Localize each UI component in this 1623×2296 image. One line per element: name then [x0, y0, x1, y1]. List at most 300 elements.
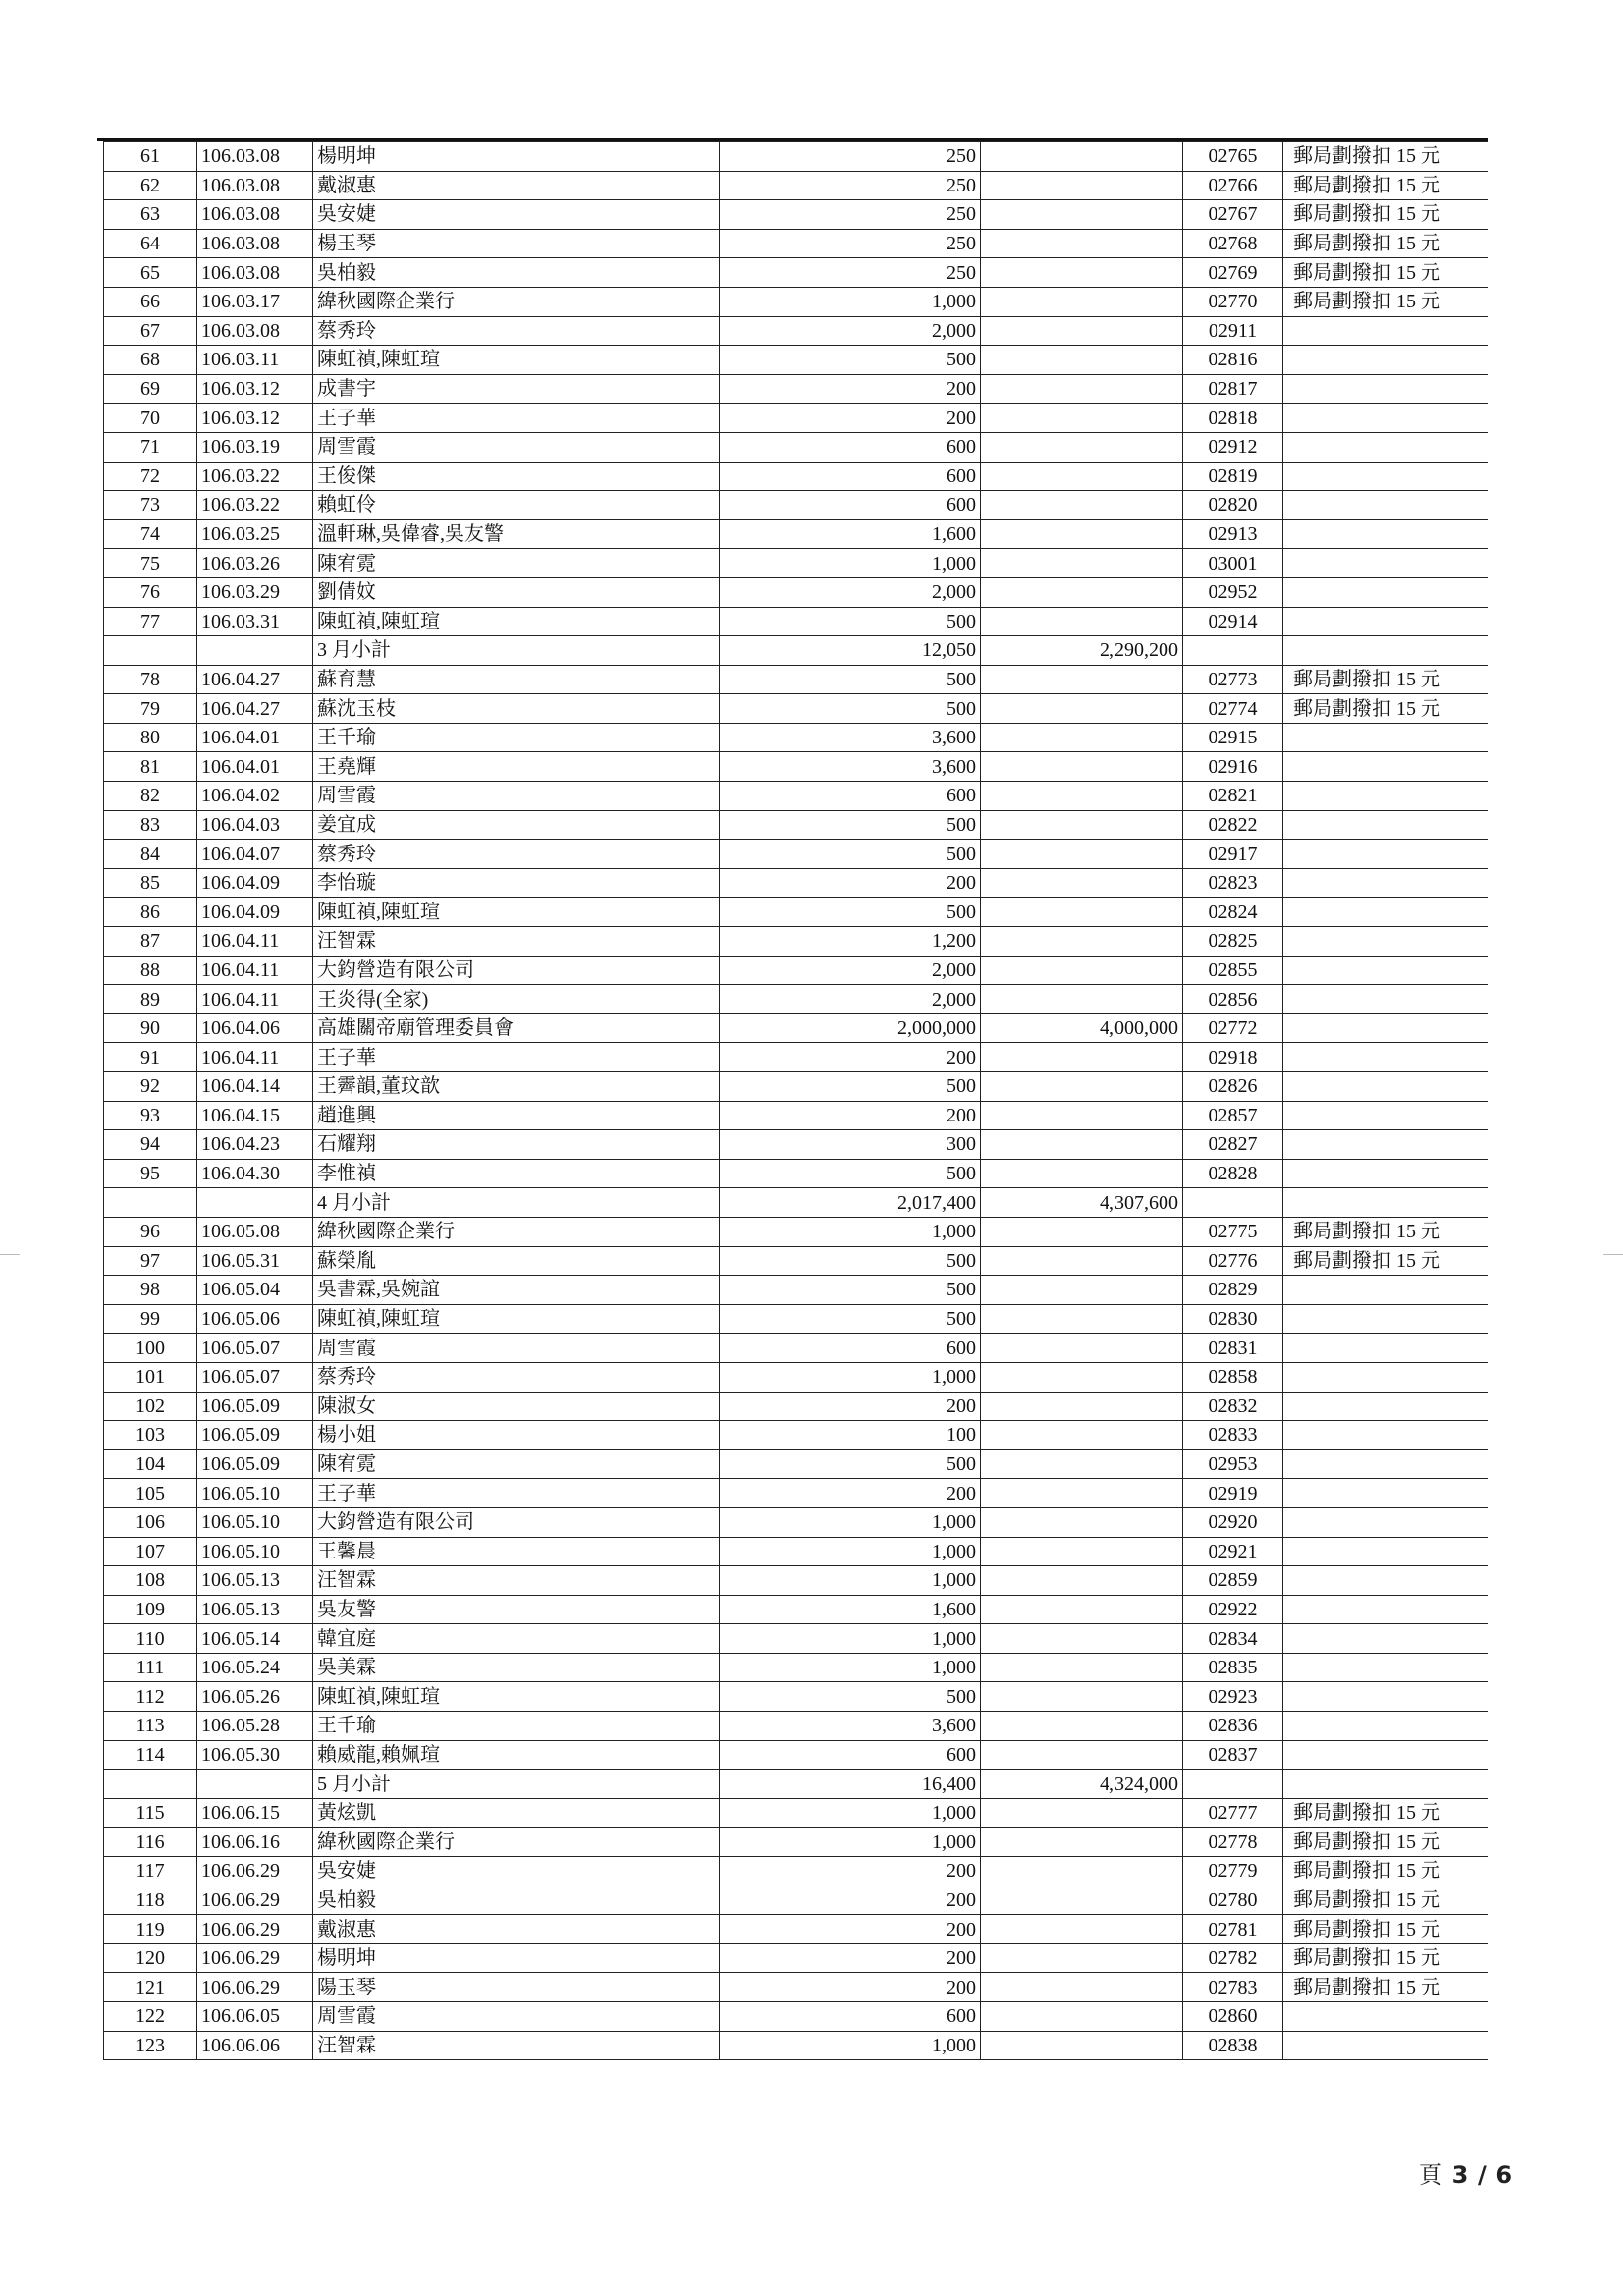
receipt-number: 02857: [1183, 1101, 1283, 1130]
donation-amount: 200: [720, 404, 981, 433]
row-date: 106.05.31: [197, 1246, 313, 1276]
donation-amount: 2,000,000: [720, 1013, 981, 1043]
row-date: 106.03.08: [197, 316, 313, 346]
donation-amount: 1,000: [720, 1537, 981, 1566]
row-note: [1283, 549, 1488, 578]
row-date: 106.03.22: [197, 462, 313, 491]
row-number: 101: [104, 1362, 197, 1392]
cumulative-total: [981, 1449, 1183, 1479]
donation-ledger-sheet: [103, 141, 1488, 2060]
row-note: [1283, 1566, 1488, 1596]
donor-name: 石耀翔: [313, 1130, 720, 1160]
receipt-number: 02918: [1183, 1043, 1283, 1072]
donation-amount: 500: [720, 1304, 981, 1334]
donor-name: 楊小姐: [313, 1421, 720, 1450]
cumulative-total: [981, 1072, 1183, 1102]
row-date: 106.06.05: [197, 2002, 313, 2032]
cumulative-total: [981, 1130, 1183, 1160]
row-note: [1283, 1653, 1488, 1682]
table-row: [104, 1159, 1488, 1188]
donor-name: 陽玉琴: [313, 1973, 720, 2002]
donation-amount: 3,600: [720, 1712, 981, 1741]
row-number: 66: [104, 287, 197, 316]
cumulative-total: [981, 1537, 1183, 1566]
cumulative-total: [981, 1362, 1183, 1392]
cumulative-total: [981, 1566, 1183, 1596]
cumulative-total: [981, 1276, 1183, 1305]
row-number: 98: [104, 1276, 197, 1305]
row-note: 郵局劃撥扣 15 元: [1283, 1798, 1488, 1828]
cumulative-total: [981, 665, 1183, 694]
donor-name: 汪智霖: [313, 2031, 720, 2060]
receipt-number: 02837: [1183, 1740, 1283, 1770]
table-row: [104, 462, 1488, 491]
donor-name: 楊玉琴: [313, 229, 720, 258]
table-row: [104, 1334, 1488, 1363]
donation-amount: 200: [720, 1943, 981, 1973]
row-note: [1283, 607, 1488, 636]
cumulative-total: [981, 316, 1183, 346]
donation-amount: 600: [720, 462, 981, 491]
donation-amount: 500: [720, 1276, 981, 1305]
receipt-number: 02914: [1183, 607, 1283, 636]
donation-amount: 200: [720, 868, 981, 898]
row-date: 106.06.29: [197, 1973, 313, 2002]
donation-amount: 600: [720, 1740, 981, 1770]
row-note: 郵局劃撥扣 15 元: [1283, 171, 1488, 200]
cumulative-total: [981, 1101, 1183, 1130]
row-number: 116: [104, 1828, 197, 1857]
row-date: 106.04.30: [197, 1159, 313, 1188]
table-row: [104, 1449, 1488, 1479]
row-date: 106.04.11: [197, 1043, 313, 1072]
donor-name: 王俊傑: [313, 462, 720, 491]
receipt-number: 02777: [1183, 1798, 1283, 1828]
cumulative-total: [981, 723, 1183, 752]
row-note: 郵局劃撥扣 15 元: [1283, 665, 1488, 694]
donation-amount: 300: [720, 1130, 981, 1160]
receipt-number: 02915: [1183, 723, 1283, 752]
donation-amount: 200: [720, 1479, 981, 1508]
row-number: 75: [104, 549, 197, 578]
row-note: [1283, 1682, 1488, 1712]
receipt-number: 02766: [1183, 171, 1283, 200]
receipt-number: 02834: [1183, 1624, 1283, 1654]
donor-name: 汪智霖: [313, 927, 720, 957]
receipt-number: 02919: [1183, 1479, 1283, 1508]
row-date: 106.05.10: [197, 1537, 313, 1566]
row-note: [1283, 2031, 1488, 2060]
row-date: 106.03.12: [197, 404, 313, 433]
donor-name: 周雪霞: [313, 782, 720, 811]
row-number: 62: [104, 171, 197, 200]
table-row: [104, 1101, 1488, 1130]
donation-amount: 1,000: [720, 2031, 981, 2060]
donation-amount: 500: [720, 1072, 981, 1102]
row-date: 106.06.29: [197, 1857, 313, 1886]
cumulative-total: [981, 346, 1183, 375]
donor-name: 王子華: [313, 1043, 720, 1072]
table-row: [104, 2002, 1488, 2032]
row-number: 119: [104, 1915, 197, 1944]
row-date: 106.03.29: [197, 577, 313, 607]
row-note: [1283, 577, 1488, 607]
row-note: 郵局劃撥扣 15 元: [1283, 1857, 1488, 1886]
donor-name: 吳安婕: [313, 200, 720, 230]
row-number: 71: [104, 432, 197, 462]
donation-amount: 250: [720, 229, 981, 258]
cumulative-total: [981, 782, 1183, 811]
receipt-number: 02922: [1183, 1595, 1283, 1624]
row-number: 112: [104, 1682, 197, 1712]
row-note: [1283, 1362, 1488, 1392]
receipt-number: 02818: [1183, 404, 1283, 433]
table-row: [104, 898, 1488, 927]
donor-name: 王千瑜: [313, 1712, 720, 1741]
cumulative-total: [981, 577, 1183, 607]
cumulative-total: [981, 956, 1183, 985]
row-date: 106.03.08: [197, 171, 313, 200]
table-row: [104, 229, 1488, 258]
row-note: [1283, 1712, 1488, 1741]
row-note: 郵局劃撥扣 15 元: [1283, 1973, 1488, 2002]
cumulative-total: [981, 1915, 1183, 1944]
donor-name: 戴淑惠: [313, 171, 720, 200]
donor-name: 高雄關帝廟管理委員會: [313, 1013, 720, 1043]
page-separator: /: [1477, 2161, 1488, 2189]
donation-amount: 200: [720, 1915, 981, 1944]
donor-name: 溫軒琳,吳偉睿,吳友警: [313, 519, 720, 549]
cumulative-total: [981, 1624, 1183, 1654]
cumulative-total: [981, 607, 1183, 636]
row-note: 郵局劃撥扣 15 元: [1283, 1915, 1488, 1944]
page-current: 3: [1451, 2161, 1470, 2189]
receipt-number: 02778: [1183, 1828, 1283, 1857]
receipt-number: 02858: [1183, 1362, 1283, 1392]
donor-name: 王霽韻,董玟歆: [313, 1072, 720, 1102]
cumulative-total: [981, 1392, 1183, 1421]
cumulative-total: [981, 1682, 1183, 1712]
receipt-number: 02765: [1183, 142, 1283, 172]
table-row: [104, 1013, 1488, 1043]
table-row: [104, 258, 1488, 288]
donation-amount: 1,600: [720, 519, 981, 549]
cumulative-total: [981, 985, 1183, 1014]
table-row: [104, 1712, 1488, 1741]
donor-name: 蔡秀玲: [313, 1362, 720, 1392]
cumulative-total: [981, 694, 1183, 724]
row-note: 郵局劃撥扣 15 元: [1283, 1943, 1488, 1973]
row-note: [1283, 1072, 1488, 1102]
receipt-number: 02783: [1183, 1973, 1283, 2002]
row-note: [1283, 491, 1488, 520]
donor-name: 楊明坤: [313, 142, 720, 172]
subtotal-row: [104, 1770, 1488, 1799]
row-number: 106: [104, 1507, 197, 1537]
row-date: 106.05.07: [197, 1362, 313, 1392]
row-note: [1283, 1130, 1488, 1160]
table-row: [104, 1943, 1488, 1973]
table-row: [104, 491, 1488, 520]
donor-name: 王子華: [313, 1479, 720, 1508]
row-number: 68: [104, 346, 197, 375]
receipt-number: 02829: [1183, 1276, 1283, 1305]
donation-amount: 500: [720, 1449, 981, 1479]
row-date: 106.05.07: [197, 1334, 313, 1363]
row-date: 106.04.06: [197, 1013, 313, 1043]
donor-name: 汪智霖: [313, 1566, 720, 1596]
cumulative-total: [981, 2002, 1183, 2032]
row-number: 86: [104, 898, 197, 927]
receipt-number: 02770: [1183, 287, 1283, 316]
row-date: 106.05.10: [197, 1507, 313, 1537]
row-number: 110: [104, 1624, 197, 1654]
cumulative-total: [981, 200, 1183, 230]
receipt-number: [1183, 636, 1283, 666]
donation-amount: 200: [720, 374, 981, 404]
row-number: 123: [104, 2031, 197, 2060]
donor-name: 大鈞營造有限公司: [313, 956, 720, 985]
row-note: [1283, 1507, 1488, 1537]
cumulative-total: [981, 462, 1183, 491]
receipt-number: 02830: [1183, 1304, 1283, 1334]
row-number: 76: [104, 577, 197, 607]
row-number: 72: [104, 462, 197, 491]
row-number: 80: [104, 723, 197, 752]
cumulative-total: [981, 491, 1183, 520]
row-date: 106.03.08: [197, 142, 313, 172]
row-number: 94: [104, 1130, 197, 1160]
row-note: [1283, 1101, 1488, 1130]
row-date: 106.03.25: [197, 519, 313, 549]
table-row: [104, 607, 1488, 636]
row-date: 106.05.14: [197, 1624, 313, 1654]
row-number: 74: [104, 519, 197, 549]
row-note: [1283, 1043, 1488, 1072]
table-row: [104, 2031, 1488, 2060]
row-note: 郵局劃撥扣 15 元: [1283, 258, 1488, 288]
row-note: [1283, 1276, 1488, 1305]
row-note: 郵局劃撥扣 15 元: [1283, 1246, 1488, 1276]
row-date: 106.05.13: [197, 1566, 313, 1596]
donation-amount: 2,017,400: [720, 1188, 981, 1218]
row-date: 106.06.06: [197, 2031, 313, 2060]
row-date: 106.04.09: [197, 868, 313, 898]
donation-amount: 100: [720, 1421, 981, 1450]
receipt-number: 02952: [1183, 577, 1283, 607]
donor-name: 蔡秀玲: [313, 840, 720, 869]
receipt-number: 02912: [1183, 432, 1283, 462]
donation-amount: 1,200: [720, 927, 981, 957]
row-note: 郵局劃撥扣 15 元: [1283, 1828, 1488, 1857]
cumulative-total: [981, 898, 1183, 927]
receipt-number: 02832: [1183, 1392, 1283, 1421]
table-row: [104, 404, 1488, 433]
row-number: 84: [104, 840, 197, 869]
row-note: [1283, 374, 1488, 404]
donation-amount: 600: [720, 2002, 981, 2032]
donation-amount: 500: [720, 898, 981, 927]
receipt-number: 02772: [1183, 1013, 1283, 1043]
row-note: [1283, 782, 1488, 811]
donor-name: 韓宜庭: [313, 1624, 720, 1654]
row-number: 65: [104, 258, 197, 288]
row-date: 106.04.11: [197, 956, 313, 985]
table-row: [104, 723, 1488, 752]
table-row: [104, 1392, 1488, 1421]
donation-amount: 250: [720, 171, 981, 200]
donor-name: 楊明坤: [313, 1943, 720, 1973]
row-number: 67: [104, 316, 197, 346]
row-number: 81: [104, 752, 197, 782]
donation-amount: 200: [720, 1043, 981, 1072]
table-row: [104, 665, 1488, 694]
receipt-number: 03001: [1183, 549, 1283, 578]
donor-name: 陳宥霓: [313, 549, 720, 578]
row-date: 106.04.01: [197, 752, 313, 782]
table-row: [104, 956, 1488, 985]
table-row: [104, 549, 1488, 578]
row-number: [104, 636, 197, 666]
row-number: 87: [104, 927, 197, 957]
table-row: [104, 1595, 1488, 1624]
row-number: 89: [104, 985, 197, 1014]
cumulative-total: [981, 868, 1183, 898]
receipt-number: 02826: [1183, 1072, 1283, 1102]
donation-amount: 250: [720, 258, 981, 288]
donor-name: 王馨晨: [313, 1537, 720, 1566]
table-row: [104, 1973, 1488, 2002]
row-number: 104: [104, 1449, 197, 1479]
row-note: [1283, 519, 1488, 549]
cumulative-total: [981, 287, 1183, 316]
donation-amount: 250: [720, 142, 981, 172]
cumulative-total: [981, 1973, 1183, 2002]
table-row: [104, 1276, 1488, 1305]
donation-ledger-table: [103, 141, 1488, 2060]
subtotal-label: 3 月小計: [313, 636, 720, 666]
cumulative-total: [981, 1943, 1183, 1973]
cumulative-total: [981, 927, 1183, 957]
table-row: [104, 1507, 1488, 1537]
donation-amount: 1,000: [720, 1798, 981, 1828]
donation-amount: 500: [720, 1682, 981, 1712]
row-number: 88: [104, 956, 197, 985]
donor-name: 陳宥霓: [313, 1449, 720, 1479]
row-number: 90: [104, 1013, 197, 1043]
donation-amount: 2,000: [720, 577, 981, 607]
row-date: 106.05.06: [197, 1304, 313, 1334]
row-note: [1283, 432, 1488, 462]
donation-amount: 200: [720, 1973, 981, 2002]
receipt-number: 02855: [1183, 956, 1283, 985]
row-number: 102: [104, 1392, 197, 1421]
donation-amount: 600: [720, 782, 981, 811]
row-number: 92: [104, 1072, 197, 1102]
donation-amount: 500: [720, 1246, 981, 1276]
row-number: 79: [104, 694, 197, 724]
row-note: 郵局劃撥扣 15 元: [1283, 1886, 1488, 1915]
receipt-number: 02833: [1183, 1421, 1283, 1450]
row-date: 106.05.10: [197, 1479, 313, 1508]
cumulative-total: [981, 1857, 1183, 1886]
table-row: [104, 1798, 1488, 1828]
table-row: [104, 316, 1488, 346]
donor-name: 吳書霖,吳婉誼: [313, 1276, 720, 1305]
row-date: 106.05.09: [197, 1392, 313, 1421]
table-row: [104, 200, 1488, 230]
donation-amount: 1,000: [720, 1507, 981, 1537]
table-row: [104, 1304, 1488, 1334]
row-note: [1283, 1392, 1488, 1421]
receipt-number: 02911: [1183, 316, 1283, 346]
cumulative-total: [981, 1712, 1183, 1741]
table-row: [104, 1915, 1488, 1944]
donor-name: 劉倩妏: [313, 577, 720, 607]
row-number: 82: [104, 782, 197, 811]
row-note: [1283, 956, 1488, 985]
table-row: [104, 1479, 1488, 1508]
donation-amount: 500: [720, 810, 981, 840]
row-date: 106.05.24: [197, 1653, 313, 1682]
receipt-number: 02774: [1183, 694, 1283, 724]
receipt-number: 02822: [1183, 810, 1283, 840]
row-date: 106.03.08: [197, 229, 313, 258]
row-date: 106.05.28: [197, 1712, 313, 1741]
donor-name: 吳友警: [313, 1595, 720, 1624]
donor-name: 陳虹禎,陳虹瑄: [313, 1304, 720, 1334]
table-row: [104, 287, 1488, 316]
row-number: 78: [104, 665, 197, 694]
row-date: 106.04.15: [197, 1101, 313, 1130]
row-number: 111: [104, 1653, 197, 1682]
table-row: [104, 432, 1488, 462]
row-note: [1283, 2002, 1488, 2032]
cumulative-total: [981, 432, 1183, 462]
table-row: [104, 927, 1488, 957]
row-note: [1283, 1159, 1488, 1188]
donation-amount: 1,000: [720, 1653, 981, 1682]
donor-name: 戴淑惠: [313, 1915, 720, 1944]
donor-name: 周雪霞: [313, 1334, 720, 1363]
donation-amount: 250: [720, 200, 981, 230]
row-number: 69: [104, 374, 197, 404]
row-number: 73: [104, 491, 197, 520]
row-number: 118: [104, 1886, 197, 1915]
cumulative-total: [981, 1479, 1183, 1508]
row-number: 64: [104, 229, 197, 258]
receipt-number: 02856: [1183, 985, 1283, 1014]
row-date: [197, 1770, 313, 1799]
donor-name: 周雪霞: [313, 2002, 720, 2032]
receipt-number: 02923: [1183, 1682, 1283, 1712]
receipt-number: 02828: [1183, 1159, 1283, 1188]
donation-amount: 200: [720, 1886, 981, 1915]
donation-amount: 2,000: [720, 956, 981, 985]
receipt-number: 02779: [1183, 1857, 1283, 1886]
donation-amount: 16,400: [720, 1770, 981, 1799]
row-note: [1283, 898, 1488, 927]
table-row: [104, 1362, 1488, 1392]
donor-name: 緯秋國際企業行: [313, 1217, 720, 1246]
row-date: 106.04.01: [197, 723, 313, 752]
row-note: [1283, 840, 1488, 869]
table-row: [104, 1857, 1488, 1886]
donor-name: 陳虹禎,陳虹瑄: [313, 898, 720, 927]
row-note: [1283, 868, 1488, 898]
row-date: 106.03.12: [197, 374, 313, 404]
table-row: [104, 346, 1488, 375]
